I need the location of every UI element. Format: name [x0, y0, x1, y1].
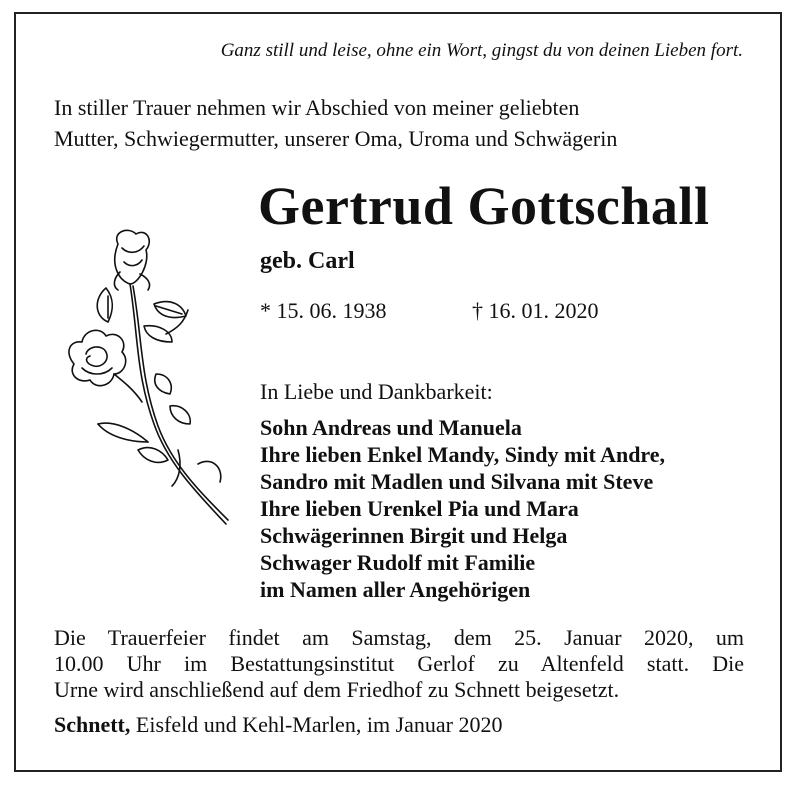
mourners-list [260, 414, 665, 603]
death-date: † 16. 01. 2020 [472, 298, 599, 323]
rose-icon [58, 224, 238, 534]
list-item: Ihre lieben Enkel Mandy, Sindy mit Andre, [260, 442, 666, 467]
deceased-name: Gertrud Gottschall [258, 176, 710, 236]
motto-verse: Ganz still und leise, ohne ein Wort, gingst du von deinen Lieben fort. [220, 40, 743, 61]
funeral-info [54, 625, 744, 703]
thanks-heading: In Liebe und Dankbarkeit: [260, 379, 493, 404]
intro-text [54, 92, 617, 154]
list-item: im Namen aller Angehörigen [260, 577, 531, 602]
list-item: Schwägerinnen Birgit und Helga [260, 523, 568, 548]
list-item: Sandro mit Madlen und Silvana mit Steve [260, 469, 654, 494]
place-bold: Schnett, [54, 712, 131, 737]
list-item: Ihre lieben Urenkel Pia und Mara [260, 496, 579, 521]
place-rest: Eisfeld und Kehl-Marlen, im Januar 2020 [130, 712, 503, 737]
funeral-line: Urne wird anschließend auf dem Friedhof zu Schnett beigesetzt. [54, 677, 620, 702]
birth-date: * 15. 06. 1938 [260, 298, 387, 323]
funeral-line: Die Trauerfeier findet am Samstag, dem 25. Januar 2020, um [54, 625, 744, 650]
list-item: Sohn Andreas und Manuela [260, 415, 522, 440]
place-and-date [54, 712, 502, 738]
birth-name: geb. Carl [260, 248, 355, 274]
list-item: Schwager Rudolf mit Familie [260, 550, 536, 575]
life-dates [260, 298, 599, 324]
intro-line: In stiller Trauer nehmen wir Abschied von meiner geliebten [54, 95, 580, 120]
intro-line: Mutter, Schwiegermutter, unserer Oma, Uroma und Schwägerin [54, 126, 618, 151]
funeral-line: 10.00 Uhr im Bestattungsinstitut Gerlof zu Altenfeld statt. Die [54, 651, 744, 676]
